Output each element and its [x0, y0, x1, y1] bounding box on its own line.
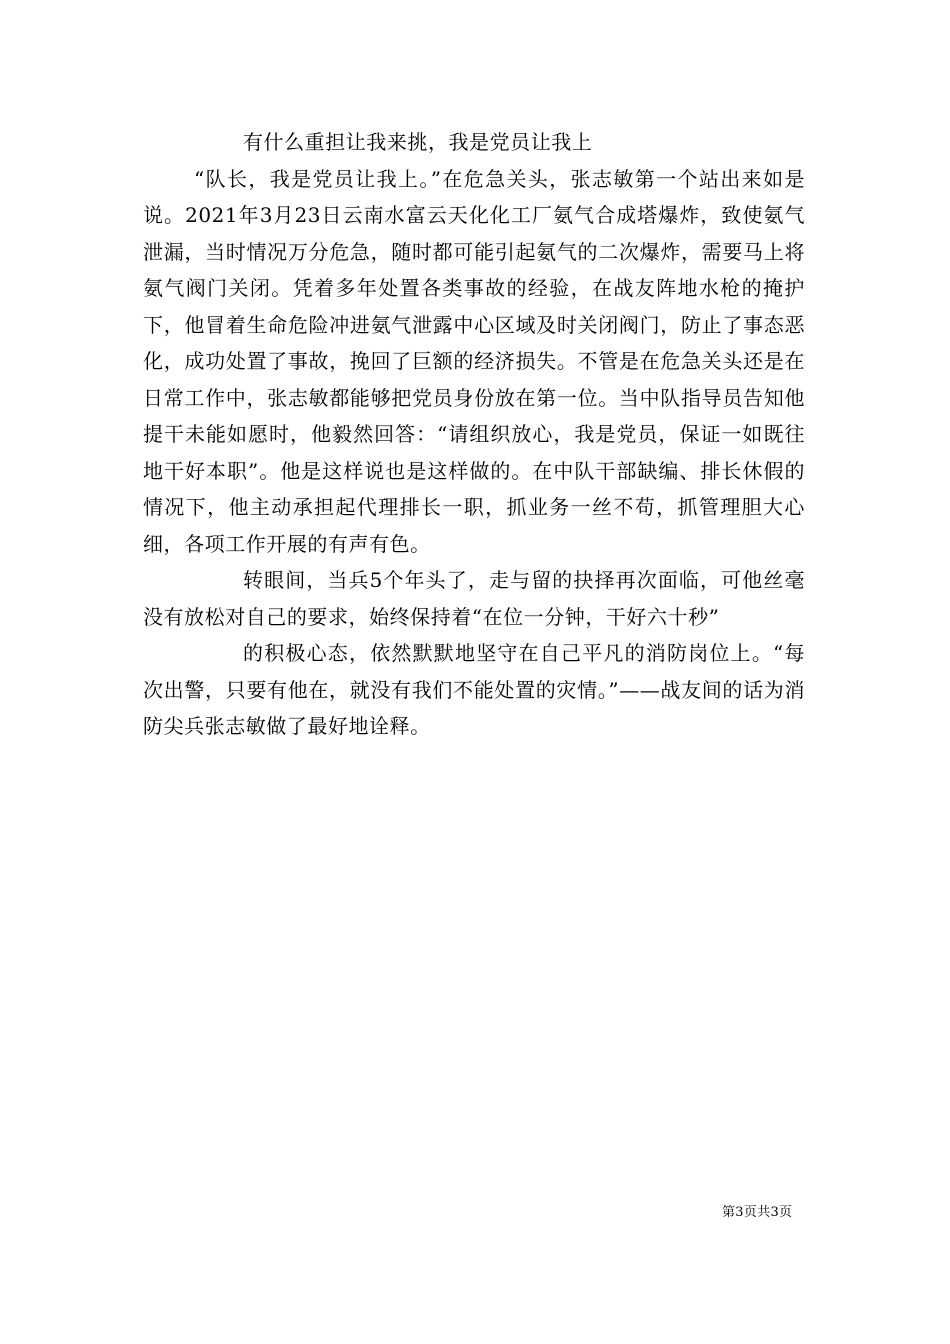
paragraph-closing: 的积极心态，依然默默地坚守在自己平凡的消防岗位上。“每次出警，只要有他在，就没有我们不能处置的灾情。”——战友间的话为消防尖兵张志敏做了最好地诠释。 [143, 641, 805, 738]
section-heading: 有什么重担让我来挑，我是党员让我上 [243, 130, 593, 154]
page-number-footer: 第3页共3页 [722, 1205, 793, 1220]
body-text [143, 124, 805, 745]
paragraph-service-years: 转眼间，当兵5个年头了，走与留的抉择再次面临，可他丝毫没有放松对自己的要求，始终保持着“在位一分钟，干好六十秒” [143, 568, 805, 629]
paragraph-emergency: “队长，我是党员让我上。”在危急关头，张志敏第一个站出来如是说。2021年3月23日云南水富云天化化工厂氨气合成塔爆炸，致使氨气泄漏，当时情况万分危急，随时都可能引起氨气的二次爆炸，需要马上将氨气阀门关闭。凭着多年处置各类事故的经验，在战友阵地水枪的掩护下，他冒着生命危险冲进氨气泄露中心区域及时关闭阀门，防止了事态恶化，成功处置了事故，挽回了巨额的经济损失。不管是在危急关头还是在日常工作中，张志敏都能够把党员身份放在第一位。当中队指导员告知他提干未能如愿时，他毅然回答：“请组织放心，我是党员，保证一如既往地干好本职”。他是这样说也是这样做的。在中队干部缺编、排长休假的情况下，他主动承担起代理排长一职，抓业务一丝不苟，抓管理胆大心细，各项工作开展的有声有色。 [143, 166, 805, 556]
